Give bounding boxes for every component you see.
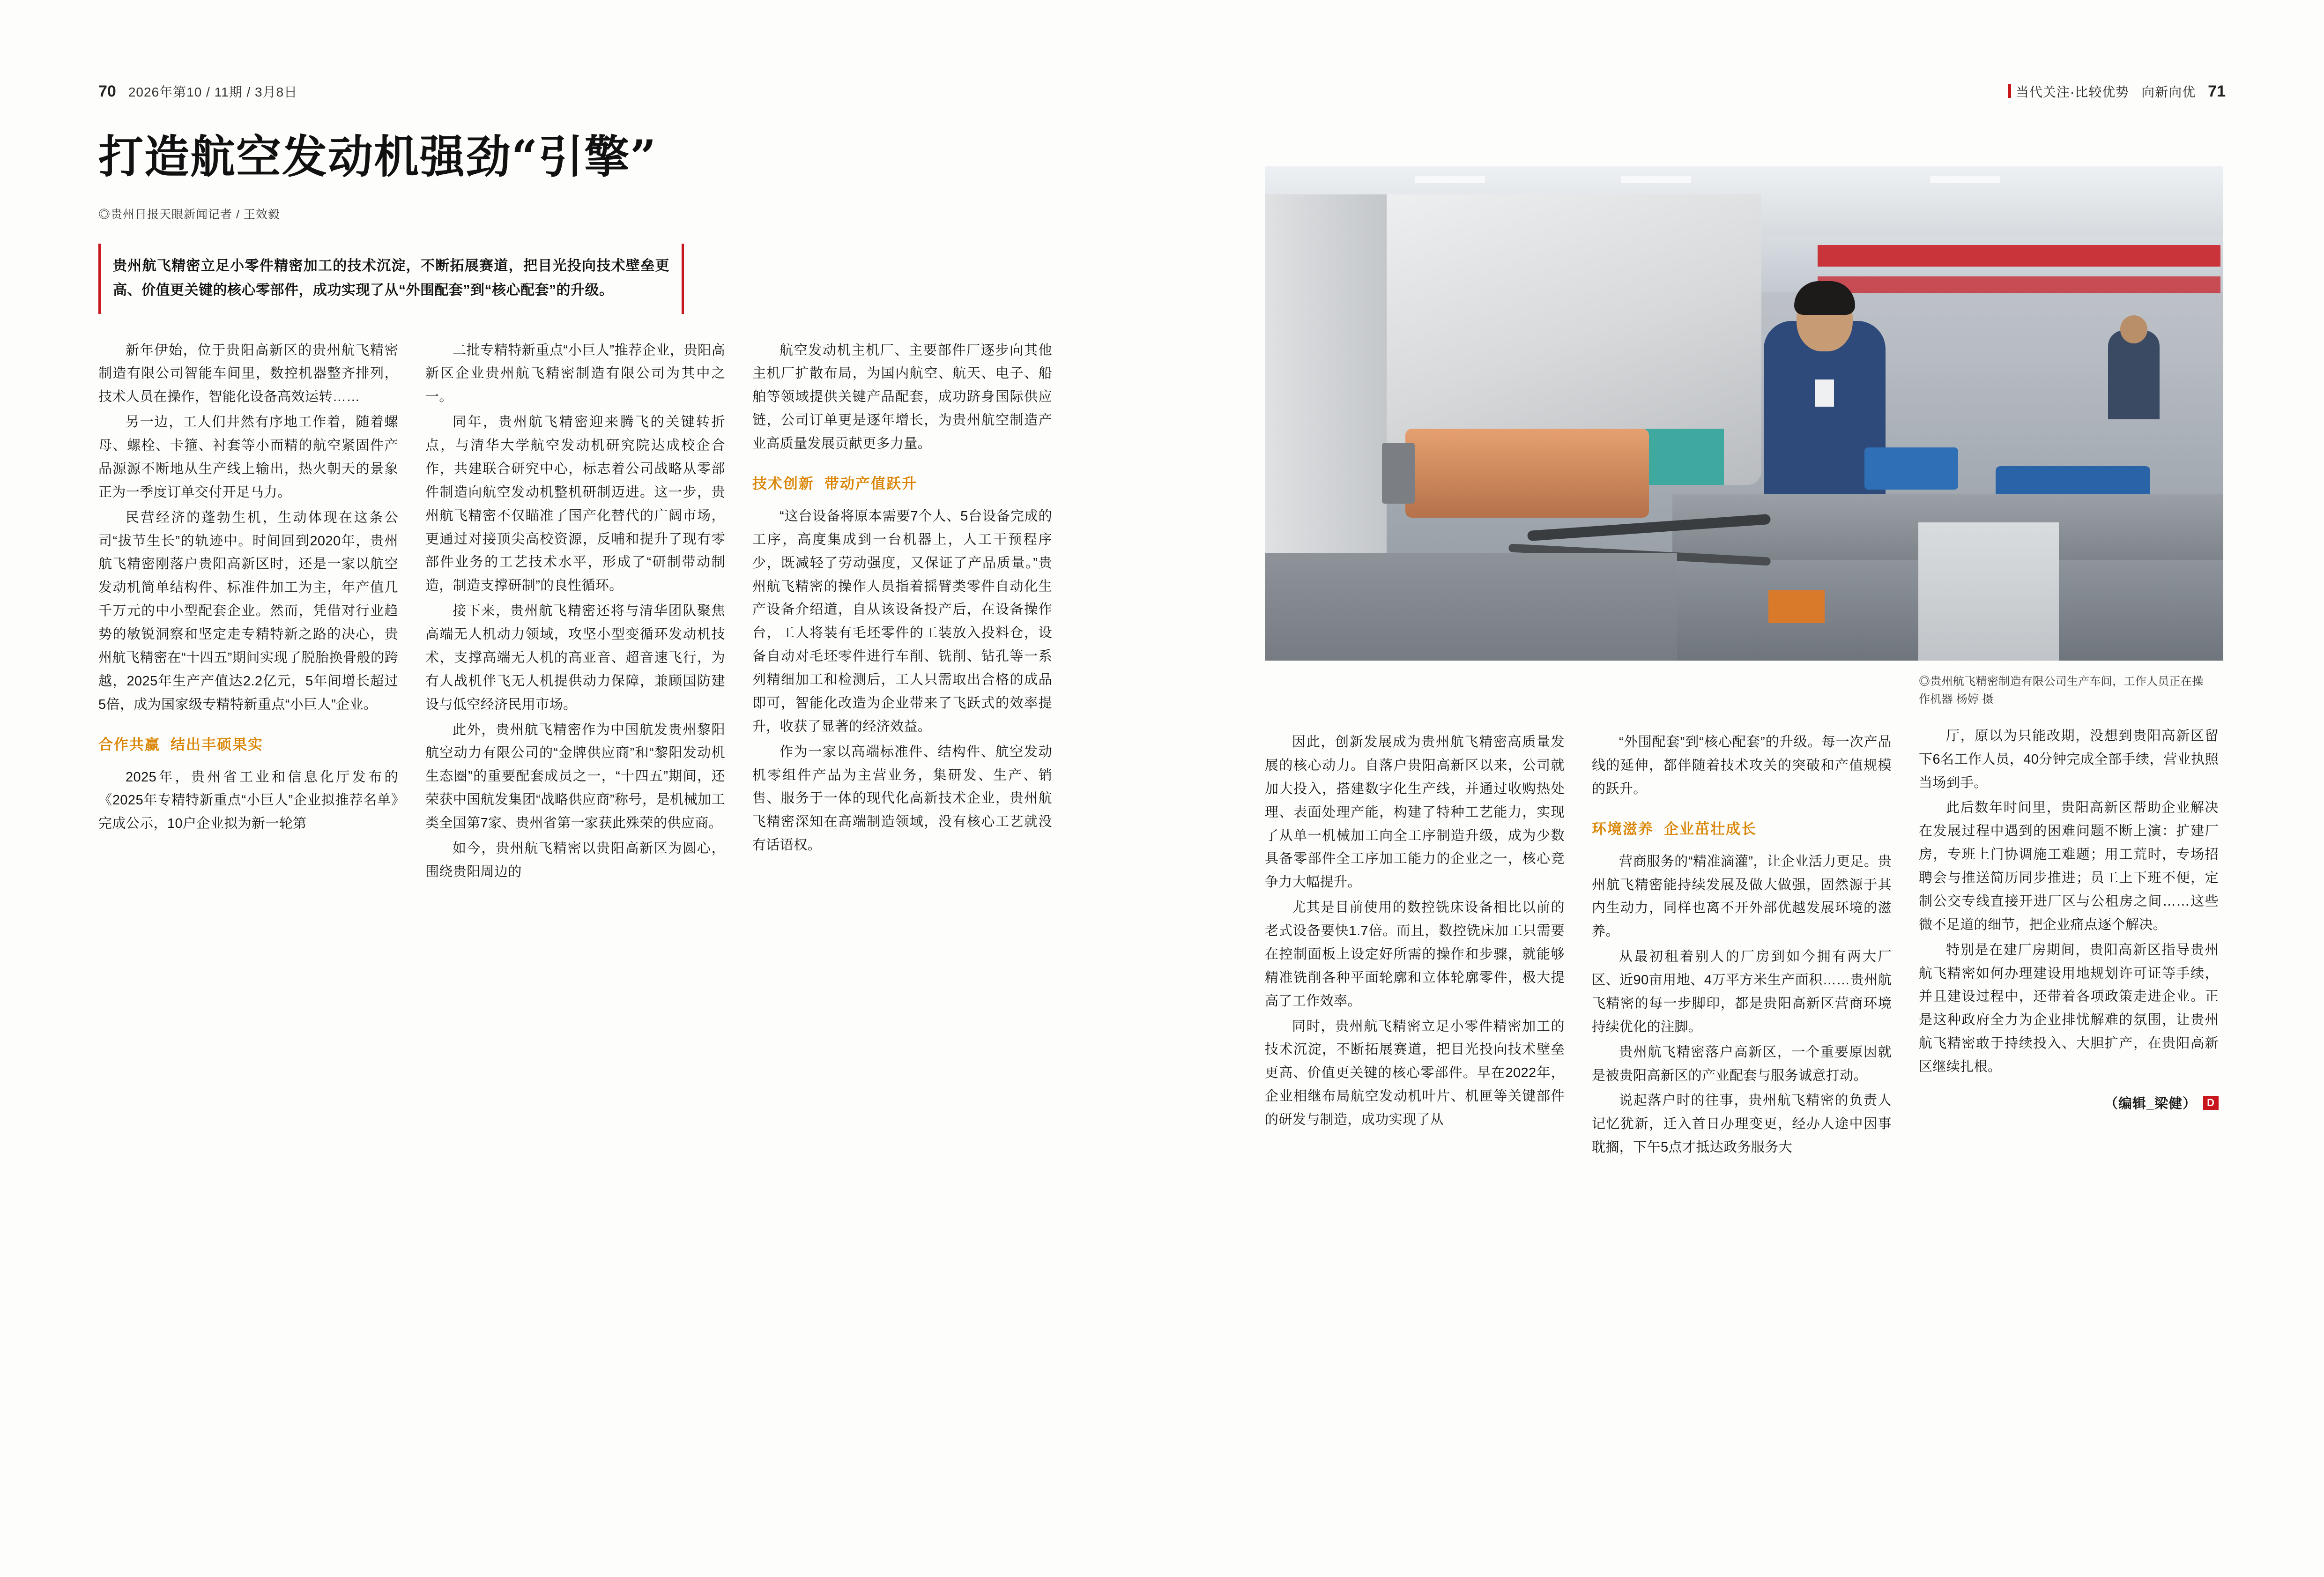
factory-photo <box>1265 166 2223 661</box>
paragraph: 此后数年时间里，贵阳高新区帮助企业解决在发展过程中遇到的困难问题不断上演：扩建厂房，专班上门协调施工难题；用工荒时，专场招聘会与推送简历同步推进；员工上下班不便，定制公交专线直接开进厂区与公租房之间……这些微不足道的细节，把企业痛点逐个解决。 <box>1919 800 2219 932</box>
paragraph: 2025年，贵州省工业和信息化厅发布的《2025年专精特新重点“小巨人”企业拟推荐名单》完成公示，10户企业拟为新一轮第 <box>98 769 398 832</box>
subhead-environment <box>1592 817 1892 838</box>
page-title: 打造航空发动机强劲“引擎” <box>98 130 657 183</box>
page-number-right: 71 <box>2208 82 2226 100</box>
paragraph: 从最初租着别人的厂房到如今拥有两大厂区、近90亩用地、4万平方米生产面积……贵州航飞精密的每一步脚印，都是贵阳高新区营商环境持续优化的注脚。 <box>1592 949 1892 1034</box>
paragraph: 作为一家以高端标准件、结构件、航空发动机零组件产品为主营业务，集研发、生产、销售、服务于一体的现代化高新技术企业，贵州航飞精密深知在高端制造领域，没有核心工艺就没有话语权。 <box>752 744 1052 853</box>
editor-credit-text: （编辑_梁健） <box>2104 1096 2197 1111</box>
photo-blue-fixture <box>1864 447 1958 490</box>
subhead-innovation <box>752 472 1052 493</box>
folio-left <box>98 82 297 101</box>
photo-red-banner <box>1818 245 2220 267</box>
right-page <box>1265 166 2225 1161</box>
column-5 <box>1592 661 1892 1161</box>
photo-caption: ◎贵州航飞精密制造有限公司生产车间，工作人员正在操作机器 杨婷 摄 <box>1919 675 2204 706</box>
photo-lamp <box>1415 176 1485 183</box>
paragraph: 营商服务的“精准滴灌”，让企业活力更足。贵州航飞精密能持续发展及做大做强，固然源于其内生动力，同样也离不开外部优越发展环境的滋养。 <box>1592 854 1892 939</box>
section-label-primary-text: 当代关注·比较优势 <box>2015 85 2130 99</box>
column-1 <box>98 339 398 886</box>
photo-control-panel <box>1918 522 2059 661</box>
subhead-part-a: 技术创新 <box>752 475 814 492</box>
photo-spindle <box>1405 429 1649 518</box>
subhead-part-a: 环境滋养 <box>1592 820 1654 837</box>
photo-machine-column <box>1265 194 1387 560</box>
column-4 <box>1265 661 1565 1161</box>
photo-parts-box <box>1768 590 1825 623</box>
photo-floor <box>1265 553 1677 661</box>
paragraph: 航空发动机主机厂、主要部件厂逐步向其他主机厂扩散布局，为国内航空、航天、电子、船舶等领域提供关键产品配套，成功跻身国际供应链，公司订单更是逐年增长，为贵州航空制造产业高质量发展贡献更多力量。 <box>752 342 1052 452</box>
photo-worker-badge <box>1815 379 1834 407</box>
editor-credit <box>1919 1093 2219 1112</box>
paragraph: 另一边，工人们井然有序地工作着，随着螺母、螺栓、卡箍、衬套等小而精的航空紧固件产品源源不断地从生产线上输出，热火朝天的景象正为一季度订单交付开足马力。 <box>98 415 398 500</box>
paragraph: “这台设备将原本需要7个人、5台设备完成的工序，高度集成到一台机器上，人工干预程序少，既减轻了劳动强度，又保证了产品质量。”贵州航飞精密的操作人员指着摇臂类零件自动化生产设备介绍道，自从该设备投产后，在设备操作台，工人将装有毛坯零件的工装放入投料仓，设备自动对毛坯零件进行车削、铣削、钻孔等一系列精细加工和检测后，工人只需取出合格的成品即可，智能化改造为企业带来了飞跃式的效率提升，收获了显著的经济效益。 <box>752 508 1052 734</box>
right-columns <box>1265 661 2225 1161</box>
paragraph: “外围配套”到“核心配套”的升级。每一次产品线的延伸，都伴随着技术攻关的突破和产值规模的跃升。 <box>1592 735 1892 796</box>
left-columns <box>98 339 1073 886</box>
paragraph: 二批专精特新重点“小巨人”推荐企业，贵阳高新区企业贵州航飞精密制造有限公司为其中之一。 <box>425 342 725 405</box>
column-3 <box>752 339 1052 886</box>
paragraph: 如今，贵州航飞精密以贵阳高新区为圆心，围绕贵阳周边的 <box>425 841 725 879</box>
red-bar-icon <box>2008 84 2011 98</box>
column-2 <box>425 339 725 886</box>
folio-right <box>2008 82 2226 101</box>
photo-worker-background <box>2108 330 2160 419</box>
column-6 <box>1919 661 2219 1161</box>
subhead-part-a: 合作共赢 <box>98 736 160 753</box>
section-label-secondary: 向新向优 <box>2141 85 2196 99</box>
logo-mark: D <box>2203 1096 2219 1110</box>
photo-worker-background-head <box>2120 315 2147 343</box>
paragraph: 此外，贵州航飞精密作为中国航发贵州黎阳航空动力有限公司的“金牌供应商”和“黎阳发动机生态圈”的重要配套成员之一，“十四五”期间，还荣获中国航发集团“战略供应商”称号，是机械加工类全国第7家、贵州省第一家获此殊荣的供应商。 <box>425 722 725 831</box>
paragraph: 说起落户时的往事，贵州航飞精密的负责人记忆犹新，迁入首日办理变更，经办人途中因事耽搁，下午5点才抵达政务服务大 <box>1592 1093 1892 1155</box>
paragraph: 同时，贵州航飞精密立足小零件精密加工的技术沉淀，不断拓展赛道，把目光投向技术壁垒更高、价值更关键的核心零部件。早在2022年，企业相继布局航空发动机叶片、机匣等关键部件的研发与制造，成功实现了从 <box>1265 1019 1565 1127</box>
issue-info: 2026年第10 / 11期 / 3月8日 <box>128 85 298 99</box>
subhead-part-b: 带动产值跃升 <box>824 475 917 492</box>
paragraph: 接下来，贵州航飞精密还将与清华团队聚焦高端无人机动力领域，攻坚小型变循环发动机技术，支撑高端无人机的高亚音、超音速飞行，为有人战机伴飞无人机提供动力保障，兼顾国防建设与低空经济民用市场。 <box>425 603 725 712</box>
paragraph: 同年，贵州航飞精密迎来腾飞的关键转折点，与清华大学航空发动机研究院达成校企合作，共建联合研究中心，标志着公司战略从零部件制造向航空发动机整机研制迈进。这一步，贵州航飞精密不仅瞄准了国产化替代的广阔市场，更通过对接顶尖高校资源，反哺和提升了现有零部件业务的工艺技术水平，形成了“研制带动制造，制造支撑研制”的良性循环。 <box>425 415 725 594</box>
subhead-part-b: 结出丰硕果实 <box>171 736 263 753</box>
paragraph: 尤其是目前使用的数控铣床设备相比以前的老式设备要快1.7倍。而且，数控铣床加工只需要在控制面板上设定好所需的操作和步骤，就能够精准铣削各种平面轮廓和立体轮廓零件，极大提高了工作效率。 <box>1265 900 1565 1009</box>
page-number-left: 70 <box>98 82 116 100</box>
left-page <box>98 131 1073 886</box>
subhead-cooperation <box>98 733 398 754</box>
paragraph: 因此，创新发展成为贵州航飞精密高质量发展的核心动力。自落户贵阳高新区以来，公司就加大投入，搭建数字化生产线，并通过收购热处理、表面处理产能，构建了特种工艺能力，实现了从单一机械加工向全工序制造升级，成为少数具备零部件全工序加工能力的企业之一，核心竞争力大幅提升。 <box>1265 735 1565 890</box>
photo-lamp <box>1621 176 1691 183</box>
photo-lamp <box>1930 176 2000 183</box>
byline: ◎贵州日报天眼新闻记者 / 王效毅 <box>98 208 280 222</box>
lead-text: 贵州航飞精密立足小零件精密加工的技术沉淀，不断拓展赛道，把目光投向技术壁垒更高、价值更关键的核心零部件，成功实现了从“外围配套”到“核心配套”的升级。 <box>113 258 669 298</box>
subhead-part-b: 企业茁壮成长 <box>1664 820 1757 837</box>
page-header <box>98 82 2226 110</box>
photo-spindle-mount <box>1382 443 1415 504</box>
paragraph: 特别是在建厂房期间，贵阳高新区指导贵州航飞精密如何办理建设用地规划许可证等手续，并且建设过程中，还带着各项政策走进企业。正是这种政府全力为企业排忧解难的氛围，让贵州航飞精密敢于持续投入、大胆扩产，在贵阳高新区继续扎根。 <box>1919 942 2219 1075</box>
paragraph: 民营经济的蓬勃生机，生动体现在这条公司“拔节生长”的轨迹中。时间回到2020年，贵州航飞精密刚落户贵阳高新区时，还是一家以航空发动机简单结构件、标准件加工为主，年产值几千万元的中小型配套企业。然而，凭借对行业趋势的敏锐洞察和坚定走专精特新之路的决心，贵州航飞精密在“十四五”期间实现了脱胎换骨般的跨越，2025年生产产值达2.2亿元，5年间增长超过5倍，成为国家级专精特新重点“小巨人”企业。 <box>98 510 398 712</box>
photo-worker-hair <box>1794 281 1855 315</box>
paragraph: 新年伊始，位于贵阳高新区的贵州航飞精密制造有限公司智能车间里，数控机器整齐排列，技术人员在操作，智能化设备高效运转…… <box>98 342 398 405</box>
photo-red-banner-2 <box>1818 276 2220 293</box>
section-label-primary <box>2008 82 2129 101</box>
lead-callout <box>98 244 684 313</box>
paragraph: 厅，原以为只能改期，没想到贵阳高新区留下6名工作人员，40分钟完成全部手续，营业执照当场到手。 <box>1919 728 2219 790</box>
paragraph: 贵州航飞精密落户高新区，一个重要原因就是被贵阳高新区的产业配套与服务诚意打动。 <box>1592 1044 1892 1083</box>
